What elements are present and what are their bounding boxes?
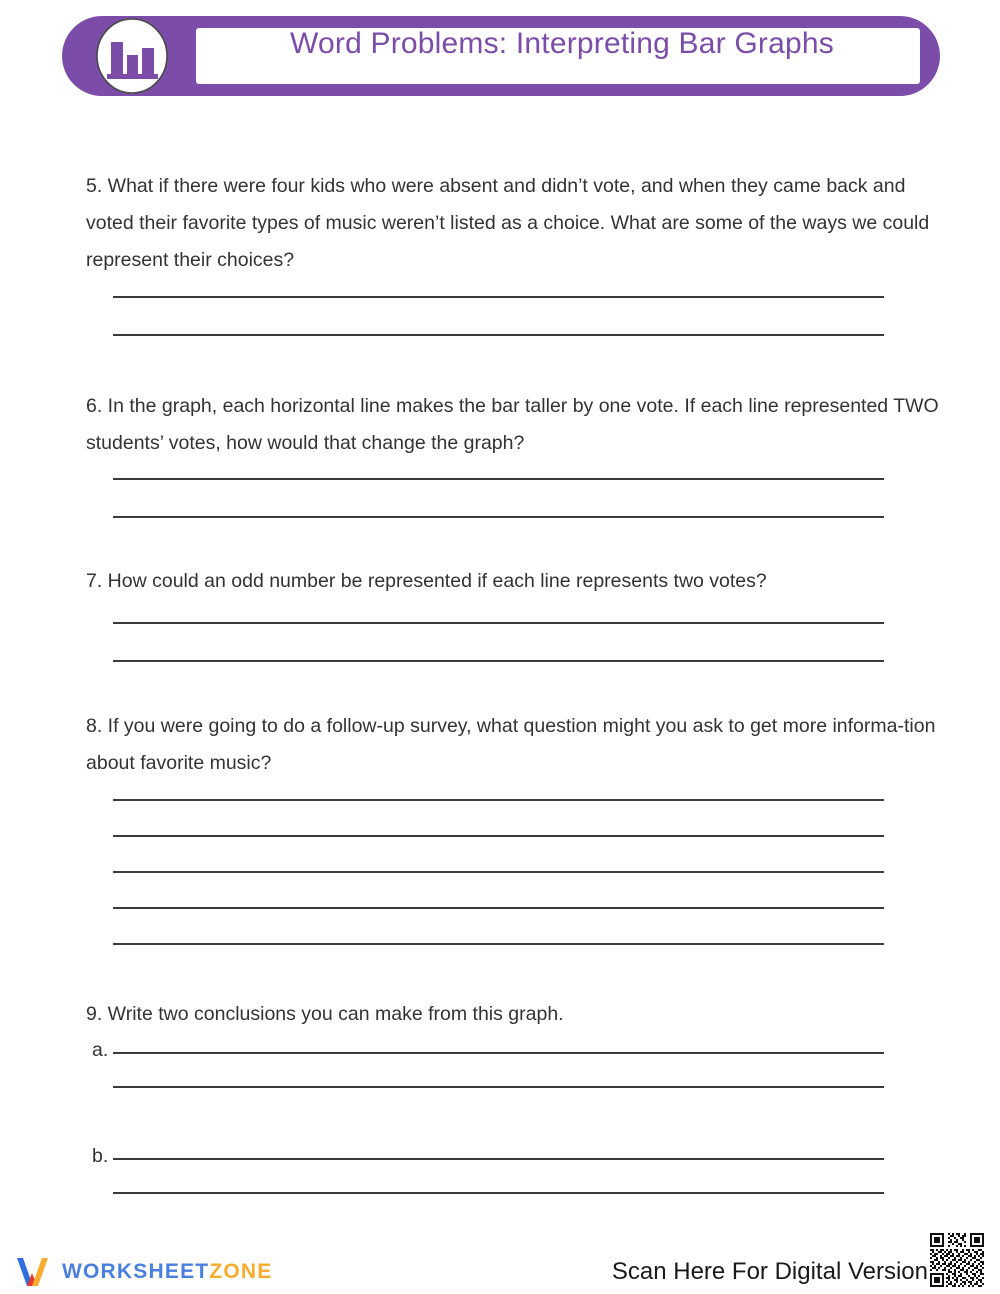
answer-line[interactable] — [113, 296, 884, 298]
sub-item-label-a: a. — [92, 1039, 109, 1061]
question-8-text: 8. If you were going to do a follow-up survey, what question might you ask to get more informa-tion about favorite music? — [86, 715, 936, 774]
logo-text-primary: WORKSHEET — [62, 1260, 210, 1283]
answer-line[interactable] — [113, 1192, 884, 1194]
question-6-text: 6. In the graph, each horizontal line makes the bar taller by one vote. If each line represented TWO students’ votes, how would that change the graph? — [86, 395, 939, 454]
answer-line[interactable] — [113, 1052, 884, 1054]
answer-line[interactable] — [113, 622, 884, 624]
answer-line[interactable] — [113, 871, 884, 873]
answer-line[interactable] — [113, 334, 884, 336]
scan-here-label: Scan Here For Digital Version — [611, 1258, 928, 1285]
answer-line[interactable] — [113, 907, 884, 909]
bar-chart-icon — [94, 18, 170, 94]
qr-code-icon[interactable] — [928, 1230, 986, 1290]
question-5-text: 5. What if there were four kids who were absent and didn’t vote, and when they came back and voted their favorite types of music weren’t listed as a choice. What are some of the ways we could represent their choices? — [86, 175, 930, 271]
answer-line[interactable] — [113, 516, 884, 518]
worksheetzone-w-mark-icon — [14, 1255, 58, 1289]
answer-line[interactable] — [113, 943, 884, 945]
answer-line[interactable] — [113, 799, 884, 801]
worksheetzone-logo[interactable] — [14, 1254, 272, 1290]
answer-line[interactable] — [113, 1158, 884, 1160]
answer-line[interactable] — [113, 835, 884, 837]
answer-line[interactable] — [113, 1086, 884, 1088]
answer-line[interactable] — [113, 660, 884, 662]
question-7-text: 7. How could an odd number be represented if each line represents two votes? — [86, 570, 767, 592]
worksheet-header — [62, 16, 940, 96]
sub-item-label-b: b. — [92, 1145, 109, 1167]
logo-text-secondary: ZONE — [209, 1260, 273, 1283]
answer-line[interactable] — [113, 478, 884, 480]
page-title: Word Problems: Interpreting Bar Graphs — [290, 27, 834, 60]
question-9-text: 9. Write two conclusions you can make from this graph. — [86, 1003, 564, 1025]
